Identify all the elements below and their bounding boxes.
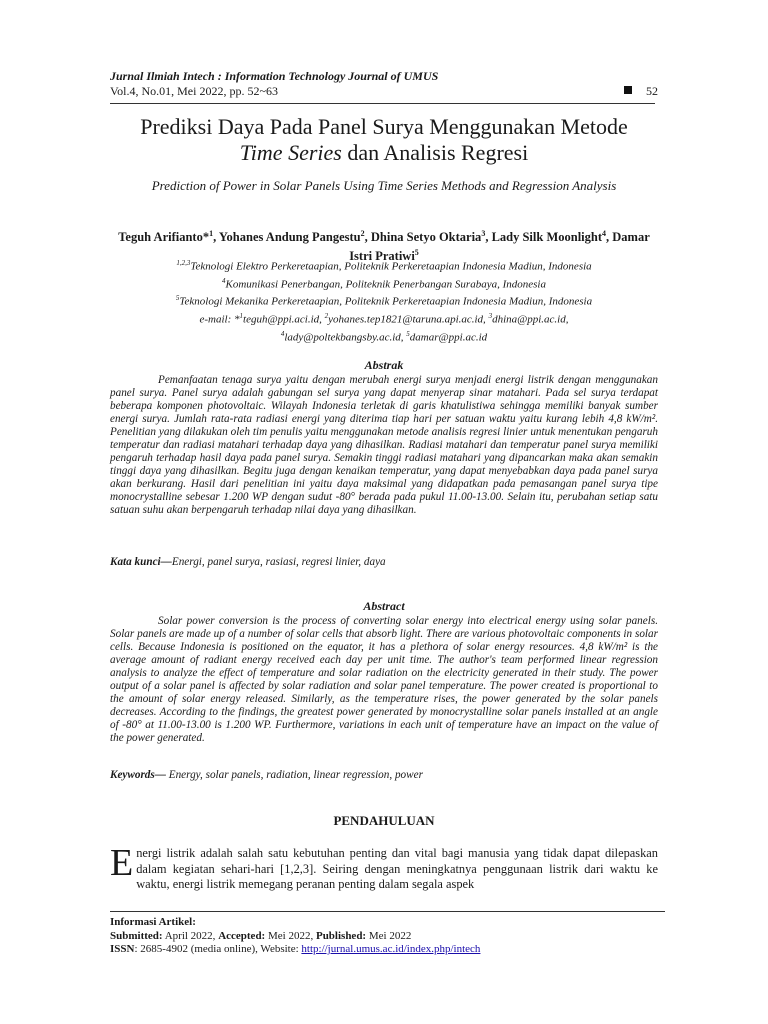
email-address: lady@poltekbangsby.ac.id,	[284, 331, 407, 344]
running-header	[110, 69, 658, 99]
affiliations	[110, 256, 658, 344]
published-label: Published:	[315, 929, 367, 942]
author-name: , Yohanes Andung Pangestu	[213, 230, 361, 245]
author-name: Teguh Arifianto*	[118, 230, 210, 245]
issn-label: ISSN	[110, 943, 135, 955]
affiliation-line	[110, 274, 658, 292]
english-title: Prediction of Power in Solar Panels Using Time Series Methods and Regression Analysis	[151, 178, 617, 193]
kata-kunci	[110, 556, 658, 569]
affiliation-text: Komunikasi Penerbangan, Politeknik Penerbangan Surabaya, Indonesia	[225, 278, 546, 291]
abstrak-heading: Abstrak	[364, 358, 404, 372]
author-index: 5	[414, 248, 419, 258]
email-address: teguh@ppi.aci.id,	[243, 313, 325, 326]
keywords-text: Energi, panel surya, rasiasi, regresi linier, daya	[171, 556, 386, 568]
email-index: 2	[324, 311, 329, 320]
page-marker	[624, 84, 658, 99]
journal-volume: Vol.4, No.01, Mei 2022, pp. 52~63	[110, 84, 278, 98]
author-name: , Damar Istri Pratiwi	[349, 230, 650, 264]
section-heading: PENDAHULUAN	[333, 813, 435, 828]
affiliation-line	[110, 291, 658, 309]
accepted-label: Accepted:	[218, 929, 266, 942]
affiliation-index: 1,2,3	[176, 259, 191, 267]
title-line-1: Prediksi Daya Pada Panel Surya Menggunakan Metode	[140, 114, 628, 139]
email-address: damar@ppi.ac.id	[409, 331, 488, 344]
published-date: Mei 2022	[366, 929, 412, 942]
journal-name: Jurnal Ilmiah Intech : Information Technology Journal of UMUS	[110, 69, 439, 83]
email-index: 1	[239, 311, 244, 320]
email-address: dhina@ppi.ac.id,	[492, 313, 569, 326]
intro-text: nergi listrik adalah salah satu kebutuhan penting dan vital bagi manusia yang tidak dapat dilepaskan dalam kegiatan sehari-hari [1,2,3]. Seiring dengan meningkatnya penggunaan listrik dari waktu ke waktu, energi listrik memegang peranan penting dalam segala aspek	[136, 846, 658, 891]
affiliation-index: 5	[175, 294, 180, 303]
email-index: 4	[280, 329, 285, 338]
author-name: , Lady Silk Moonlight	[485, 230, 603, 245]
submitted-date: April 2022,	[162, 929, 219, 942]
email-line	[110, 309, 658, 327]
abstract-body	[110, 615, 658, 745]
abstract-heading: Abstract	[363, 599, 405, 613]
author-index: 2	[360, 229, 365, 238]
author-index: 1	[209, 229, 214, 238]
header-rule	[110, 103, 655, 104]
email-address: yohanes.tep1821@taruna.api.ac.id,	[328, 313, 489, 326]
author-index: 3	[481, 229, 486, 238]
keywords-label: Keywords—	[110, 769, 166, 781]
page-number: 52	[646, 84, 658, 98]
email-index: 5	[406, 329, 410, 338]
paper-title	[100, 114, 668, 166]
keywords	[110, 769, 658, 782]
title-line-2: dan Analisis Regresi	[341, 140, 529, 165]
submitted-label: Submitted:	[110, 929, 163, 942]
keywords-text: Energy, solar panels, radiation, linear regression, power	[165, 769, 423, 781]
affiliation-index: 4	[222, 276, 226, 285]
affiliation-line	[110, 256, 658, 274]
affiliation-text: Teknologi Mekanika Perkeretaapian, Politeknik Perkeretaapian Indonesia Madiun, Indonesia	[179, 295, 593, 308]
email-line	[110, 327, 658, 345]
abstrak-text: Pemanfaatan tenaga surya yaitu dengan merubah energi surya menjadi energi listrik dengan menggunakan panel surya. Panel surya adalah gabungan sel surya yang dapat menyerap sinar matahari. Pada sel surya terdapat beberapa komponen photovoltaic. Wilayah Indonesia terletak di garis khatulistiwa sehingga memiliki banyak sumber energi surya. Jumlah rata-rata radiasi energi yang diterima tiap hari per satuan waktu yaitu kurang lebih 4,8 kW/m². Penelitian yang dilakukan oleh tim penulis yaitu menggunakan metode analisis regresi linier untuk menentukan pengaruh temperatur dan radiasi matahari terhadap daya yang dihasilkan. Radiasi matahari dan temperatur panel surya memiliki pengaruh terhadap hasil daya pada panel surya. Semakin tinggi radiasi matahari yang dipancarkan maka akan semakin tinggi daya yang dihasilkan. Begitu juga dengan kenaikan temperatur, yang dapat menyebabkan daya pada panel surya akan berkurang. Hasil dari penelitian ini yaitu daya maksimal yang didapatkan pada pemasangan panel surya tipe monocrystalline sebesar 1.200 WP dengan sudut -80° berada pada pukul 11.00-13.00. Selain itu, perubahan setiap satu satuan suhu akan berpengaruh terhadap nilai daya yang dihasilkan.	[110, 374, 658, 516]
intro-paragraph	[110, 842, 658, 893]
author-index: 4	[602, 229, 607, 238]
issn-text: : 2685-4902 (media online), Website:	[134, 943, 302, 955]
title-italic-term: Time Series	[239, 140, 342, 165]
accepted-date: Mei 2022,	[265, 929, 316, 942]
article-info	[110, 916, 665, 957]
footer-rule	[110, 911, 665, 912]
drop-cap: E	[110, 842, 134, 884]
square-bullet-icon	[624, 86, 632, 94]
keywords-label: Kata kunci—	[110, 556, 172, 568]
author-name: , Dhina Setyo Oktaria	[364, 230, 482, 245]
email-index: 3	[488, 311, 493, 320]
affiliation-text: Teknologi Elektro Perkeretaapian, Politeknik Perkeretaapian Indonesia Madiun, Indonesia	[190, 260, 592, 273]
abstrak-body	[110, 374, 658, 517]
website-link[interactable]: http://jurnal.umus.ac.id/index.php/intech	[301, 943, 481, 955]
email-label: e-mail: *	[199, 313, 240, 326]
article-info-label: Informasi Artikel:	[110, 916, 196, 928]
abstract-text: Solar power conversion is the process of converting solar energy into electrical energy using solar panels. Solar panels are made up of a number of solar cells that absorb light. There are various photovoltaic components in solar cells. Because Indonesia is positioned on the equator, it has a plethora of solar energy resources. 4,8 kW/m² is the average amount of radiant energy received each day per unit time. The author's team performed linear regression analysis to analyze the effect of temperature and solar radiation on the electricity generated in their study. The power output of a solar panel is affected by solar radiation and solar panel temperature. The power created is proportional to the amount of solar energy released. Similarly, as the temperature rises, the power generated by the solar panels decreases. According to the findings, the greatest power generated by monocrystalline solar panels installed at an angle of -80° at 11.00-13.00 is 1.200 WP. Furthermore, variations in each unit of temperature have an impact on the value of the power generated.	[110, 615, 658, 744]
